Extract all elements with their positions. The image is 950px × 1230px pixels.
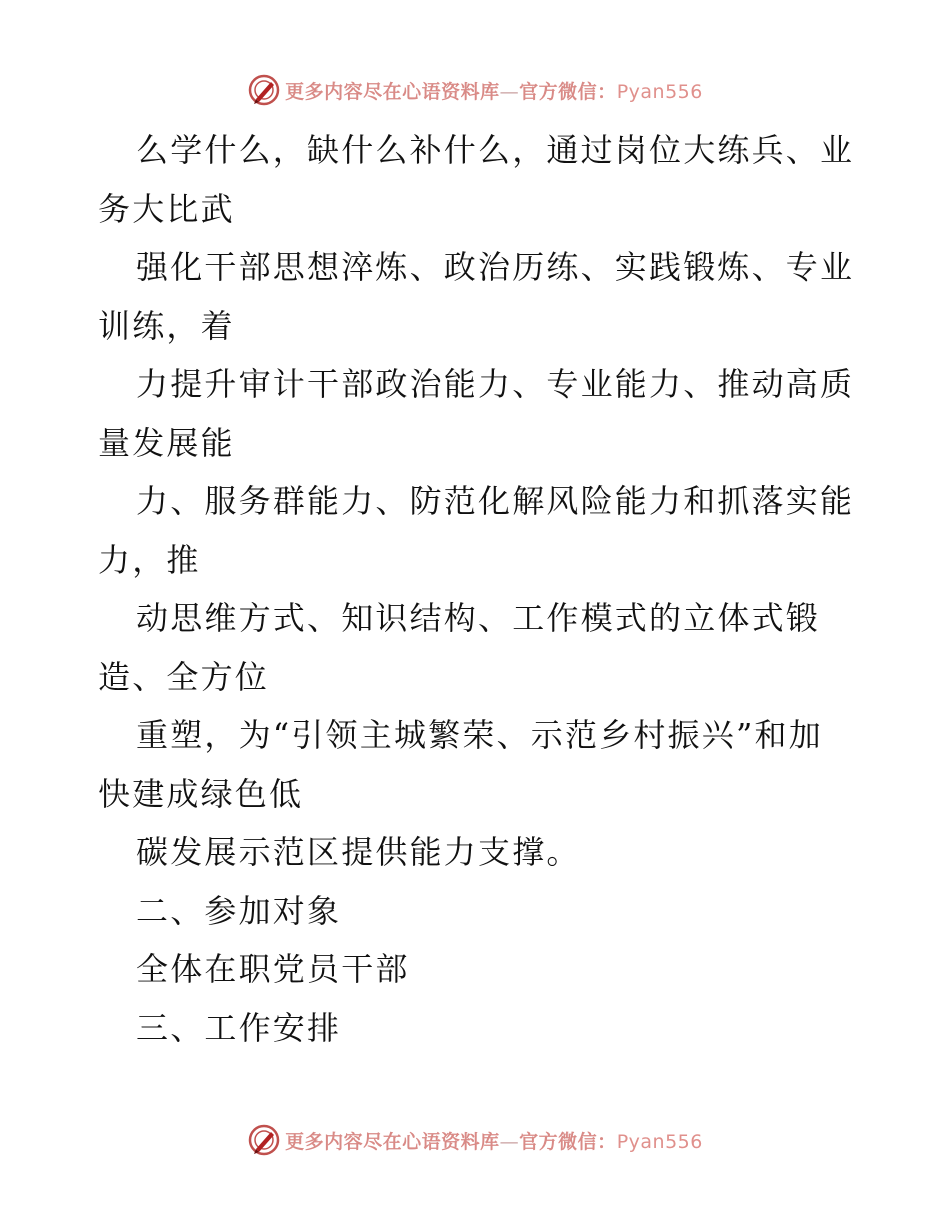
text-line: 么学什么，缺什么补什么，通过岗位大练兵、业: [136, 131, 855, 169]
text-line: 力，推: [98, 540, 201, 579]
document-body: [98, 121, 858, 1057]
text-line: 动思维方式、知识结构、工作模式的立体式锻: [136, 599, 821, 637]
text-line: 造、全方位: [98, 657, 270, 696]
pen-logo-icon: [247, 1123, 281, 1157]
text-line: 强化干部思想淬炼、政治历练、实践锻炼、专业: [136, 248, 855, 286]
text-line: 全体在职党员干部: [136, 950, 410, 988]
watermark-text: 更多内容尽在心语资料库—官方微信：Pyan556: [285, 80, 703, 103]
header-watermark: [0, 70, 950, 110]
watermark-text: 更多内容尽在心语资料库—官方微信：Pyan556: [285, 1130, 703, 1153]
text-line: 量发展能: [98, 423, 235, 462]
text-line: 训练，着: [98, 306, 235, 345]
text-line: 重塑，为“引领主城繁荣、示范乡村振兴”和加: [136, 716, 823, 754]
text-line: 二、参加对象: [136, 891, 342, 930]
text-line: 务大比武: [98, 189, 235, 228]
footer-watermark: [0, 1120, 950, 1160]
pen-logo-icon: [247, 73, 281, 107]
text-line: 力提升审计干部政治能力、专业能力、推动高质: [136, 365, 855, 403]
text-line: 快建成绿色低: [98, 774, 304, 813]
text-line: 碳发展示范区提供能力支撑。: [136, 833, 581, 871]
text-line: 力、服务群能力、防范化解风险能力和抓落实能: [136, 482, 855, 520]
text-line: 三、工作安排: [136, 1008, 342, 1047]
